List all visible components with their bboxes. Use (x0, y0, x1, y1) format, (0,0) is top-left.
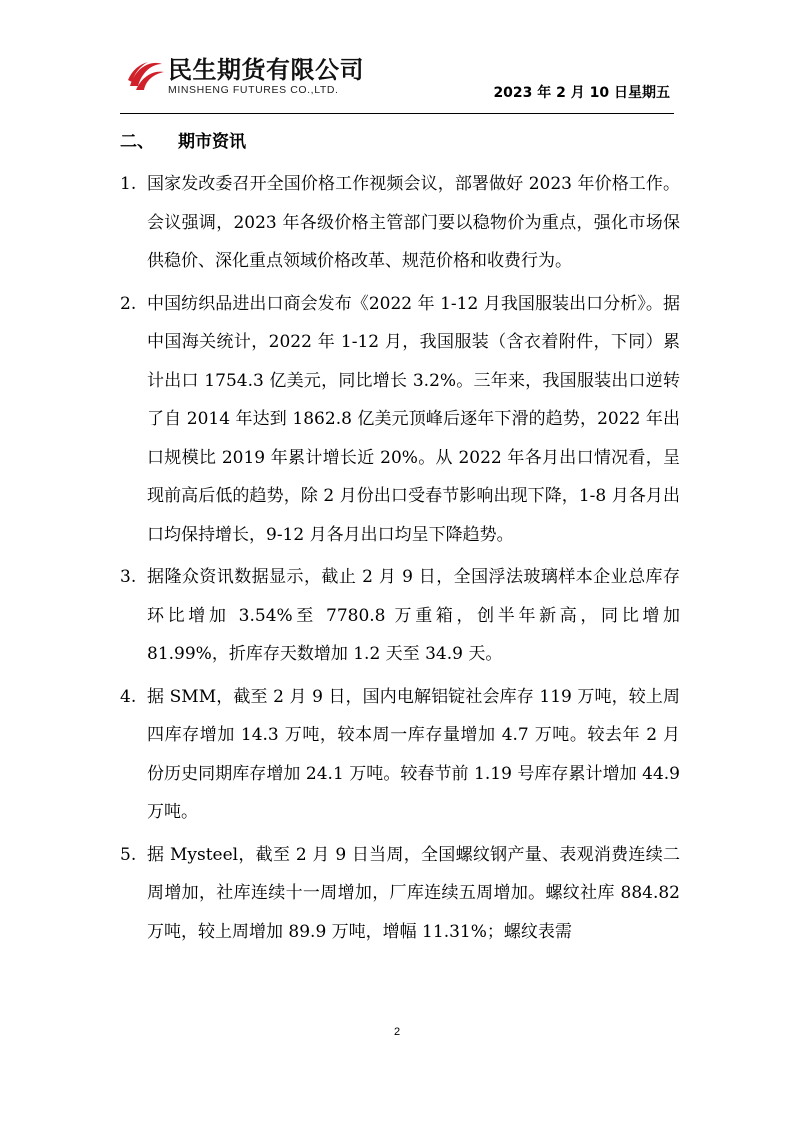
report-date: 2023 年 2 月 10 日星期五 (493, 85, 670, 101)
header-divider (120, 113, 674, 114)
news-item-text: 据 SMM，截至 2 月 9 日，国内电解铝锭社会库存 119 万吨，较上周四库存增加 14.3 万吨，较本周一库存量增加 4.7 万吨。较去年 2 月份历史同期库存增加 24.1 万吨。较春节前 1.19 号库存累计增加 44.9 万吨。 (147, 686, 680, 822)
section-title: 期市资讯 (178, 132, 246, 152)
company-name-en: MINSHENG FUTURES CO.,LTD. (168, 84, 339, 96)
company-logo (126, 56, 366, 102)
news-item (120, 836, 680, 952)
news-item-text: 国家发改委召开全国价格工作视频会议，部署做好 2023 年价格工作。会议强调，2023 年各级价格主管部门要以稳物价为重点，强化市场保供稳价、深化重点领域价格改革、规范价格和收费行为。 (147, 174, 680, 271)
news-item-index: 5. (120, 844, 137, 865)
news-item (120, 678, 680, 832)
news-item-index: 1. (120, 174, 137, 194)
news-item (120, 285, 680, 555)
news-item-index: 2. (120, 293, 137, 314)
news-item-index: 3. (120, 567, 137, 587)
news-item-text: 据 Mysteel，截至 2 月 9 日当周，全国螺纹钢产量、表观消费连续二周增加，社库连续十一周增加，厂库连续五周增加。螺纹社库 884.82 万吨，较上周增加 89.9 万吨，增幅 11.31%；螺纹表需 (147, 844, 680, 942)
news-item-text: 中国纺织品进出口商会发布《2022 年 1-12 月我国服装出口分析》。据中国海关统计，2022 年 1-12 月，我国服装（含衣着附件，下同）累计出口 1754.3 亿美元，同比增长 3.2%。三年来，我国服装出口逆转了自 2014 年达到 1862.8 亿美元顶峰后逐年下滑的趋势，2022 年出口规模比 2019 年累计增长近 20%。从 2022 年各月出口情况看，呈现前高后低的趋势，除 2 月份出口受春节影响出现下降，1-8 月各月出口均保持增长，9-12 月各月出口均呈下降趋势。 (147, 293, 680, 545)
news-list (120, 165, 680, 955)
company-name-cn: 民生期货有限公司 (168, 56, 364, 84)
news-item (120, 558, 680, 674)
news-item-text: 据隆众资讯数据显示，截止 2 月 9 日，全国浮法玻璃样本企业总库存环比增加 3.54%至 7780.8 万重箱，创半年新高，同比增加 81.99%，折库存天数增加 1.2 天至 34.9 天。 (147, 567, 680, 664)
section-heading (120, 127, 246, 152)
minsheng-logo-icon (126, 56, 166, 96)
page-number: 2 (393, 1026, 401, 1038)
news-item (120, 165, 680, 281)
section-number: 二、 (120, 132, 154, 152)
news-item-index: 4. (120, 686, 137, 707)
